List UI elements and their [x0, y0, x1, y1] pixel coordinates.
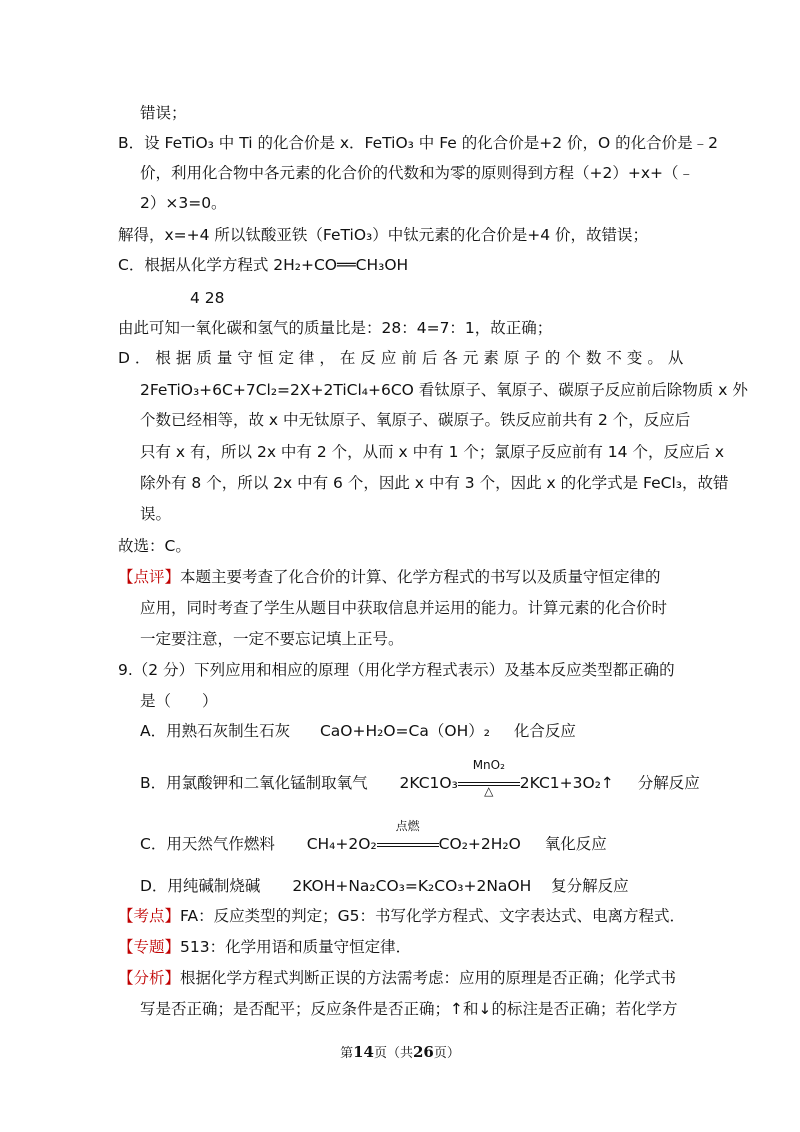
question-title: 9.（2 分）下列应用和相应的原理（用化学方程式表示）及基本反应类型都正确的: [118, 661, 675, 679]
option-d-equation: 2KOH+Na₂CO₃=K₂CO₃+2NaOH: [292, 877, 532, 895]
mass-ratio-numbers: 4 28: [190, 289, 225, 307]
option-c-right: CO₂+2H₂O: [438, 835, 521, 853]
option-a: [140, 721, 576, 741]
text-line: C．根据从化学方程式 2H₂+CO══CH₃OH: [118, 256, 409, 274]
page-number: 14: [353, 1043, 374, 1061]
text-line: 2）×3=0。: [140, 194, 227, 212]
equation-line: 2FeTiO₃+6C+7Cl₂=2X+2TiCl₄+6CO 看钛原子、氧原子、碳原子反应前后除物质 x 外: [140, 381, 748, 399]
fenxi-text: 根据化学方程式判断正误的方法需考虑：应用的原理是否正确；化学式书: [180, 969, 677, 987]
text-line: 解得，x=+4 所以钛酸亚铁（FeTiO₃）中钛元素的化合价是+4 价，故错误；: [118, 226, 649, 244]
text-line: B．设 FeTiO₃ 中 Ti 的化合价是 x．FeTiO₃ 中 Fe 的化合价是+2 价，O 的化合价是﹣2: [118, 134, 719, 152]
option-b-condition: MnO₂ △: [458, 773, 520, 793]
text-line: 写是否正确；是否配平；反应条件是否正确；↑和↓的标注是否正确；若化学方: [140, 1000, 678, 1018]
option-a-equation: CaO+H₂O=Ca（OH）₂: [319, 722, 490, 740]
answer-line: 故选：C。: [118, 537, 191, 555]
option-b-type: 分解反应: [637, 774, 700, 792]
option-c-left: CH₄+2O₂: [306, 835, 377, 853]
text-line: D．根据质量守恒定律，在反应前后各元素原子的个数不变。从: [118, 349, 689, 367]
fenxi-tag: 【分析】: [118, 969, 181, 987]
text-line: 个数已经相等，故 x 中无钛原子、氧原子、碳原子。铁反应前共有 2 个，反应后: [140, 411, 691, 429]
option-c-label: C．用天然气作燃料: [140, 835, 275, 853]
option-b: [140, 758, 700, 798]
option-c: [140, 819, 607, 854]
comment-text: 本题主要考查了化合价的计算、化学方程式的书写以及质量守恒定律的: [180, 568, 661, 586]
kaodian-tag: 【考点】: [118, 907, 181, 925]
zhuanti-line: [118, 937, 411, 957]
option-a-label: A．用熟石灰制生石灰: [140, 722, 291, 740]
text-line: 一定要注意，一定不要忘记填上正号。: [140, 630, 404, 648]
text-line: 价，利用化合物中各元素的化合价的代数和为零的原则得到方程（+2）+x+（﹣: [140, 164, 694, 182]
text-line: 错误；: [140, 104, 187, 122]
zhuanti-text: 513：化学用语和质量守恒定律．: [180, 938, 412, 956]
zhuanti-tag: 【专题】: [118, 938, 181, 956]
option-d-label: D．用纯碱制烧碱: [140, 877, 261, 895]
option-c-type: 氧化反应: [544, 835, 607, 853]
option-c-condition: 点燃: [377, 834, 439, 854]
option-b-right: 2KC1+3O₂↑: [519, 774, 614, 792]
question-title-cont: 是（ ）: [140, 692, 218, 710]
option-d-type: 复分解反应: [551, 877, 629, 895]
kaodian-line: [118, 906, 685, 926]
text-line: 只有 x 有，所以 2x 中有 2 个，从而 x 中有 1 个；氯原子反应前有 14 个，反应后 x: [140, 443, 725, 461]
text-line: 除外有 8 个，所以 2x 中有 6 个，因此 x 中有 3 个，因此 x 的化学式是 FeCl₃，故错: [140, 474, 729, 492]
option-a-type: 化合反应: [513, 722, 576, 740]
option-b-left: 2KC1O₃: [399, 774, 458, 792]
text-line: 应用，同时考查了学生从题目中获取信息并运用的能力。计算元素的化合价时: [140, 599, 668, 617]
comment-line: [118, 567, 661, 587]
option-b-label: B．用氯酸钾和二氧化锰制取氧气: [140, 774, 368, 792]
fenxi-line: [118, 968, 676, 988]
kaodian-text: FA：反应类型的判定；G5：书写化学方程式、文字表达式、电离方程式．: [180, 907, 685, 925]
text-line: 误。: [140, 505, 172, 523]
page-total: 26: [413, 1043, 434, 1061]
option-d: [140, 876, 629, 896]
comment-tag: 【点评】: [118, 568, 181, 586]
text-line: 由此可知一氧化碳和氢气的质量比是：28：4=7：1，故正确；: [118, 319, 553, 337]
page-footer: 第14页（共26页）: [340, 1043, 460, 1061]
